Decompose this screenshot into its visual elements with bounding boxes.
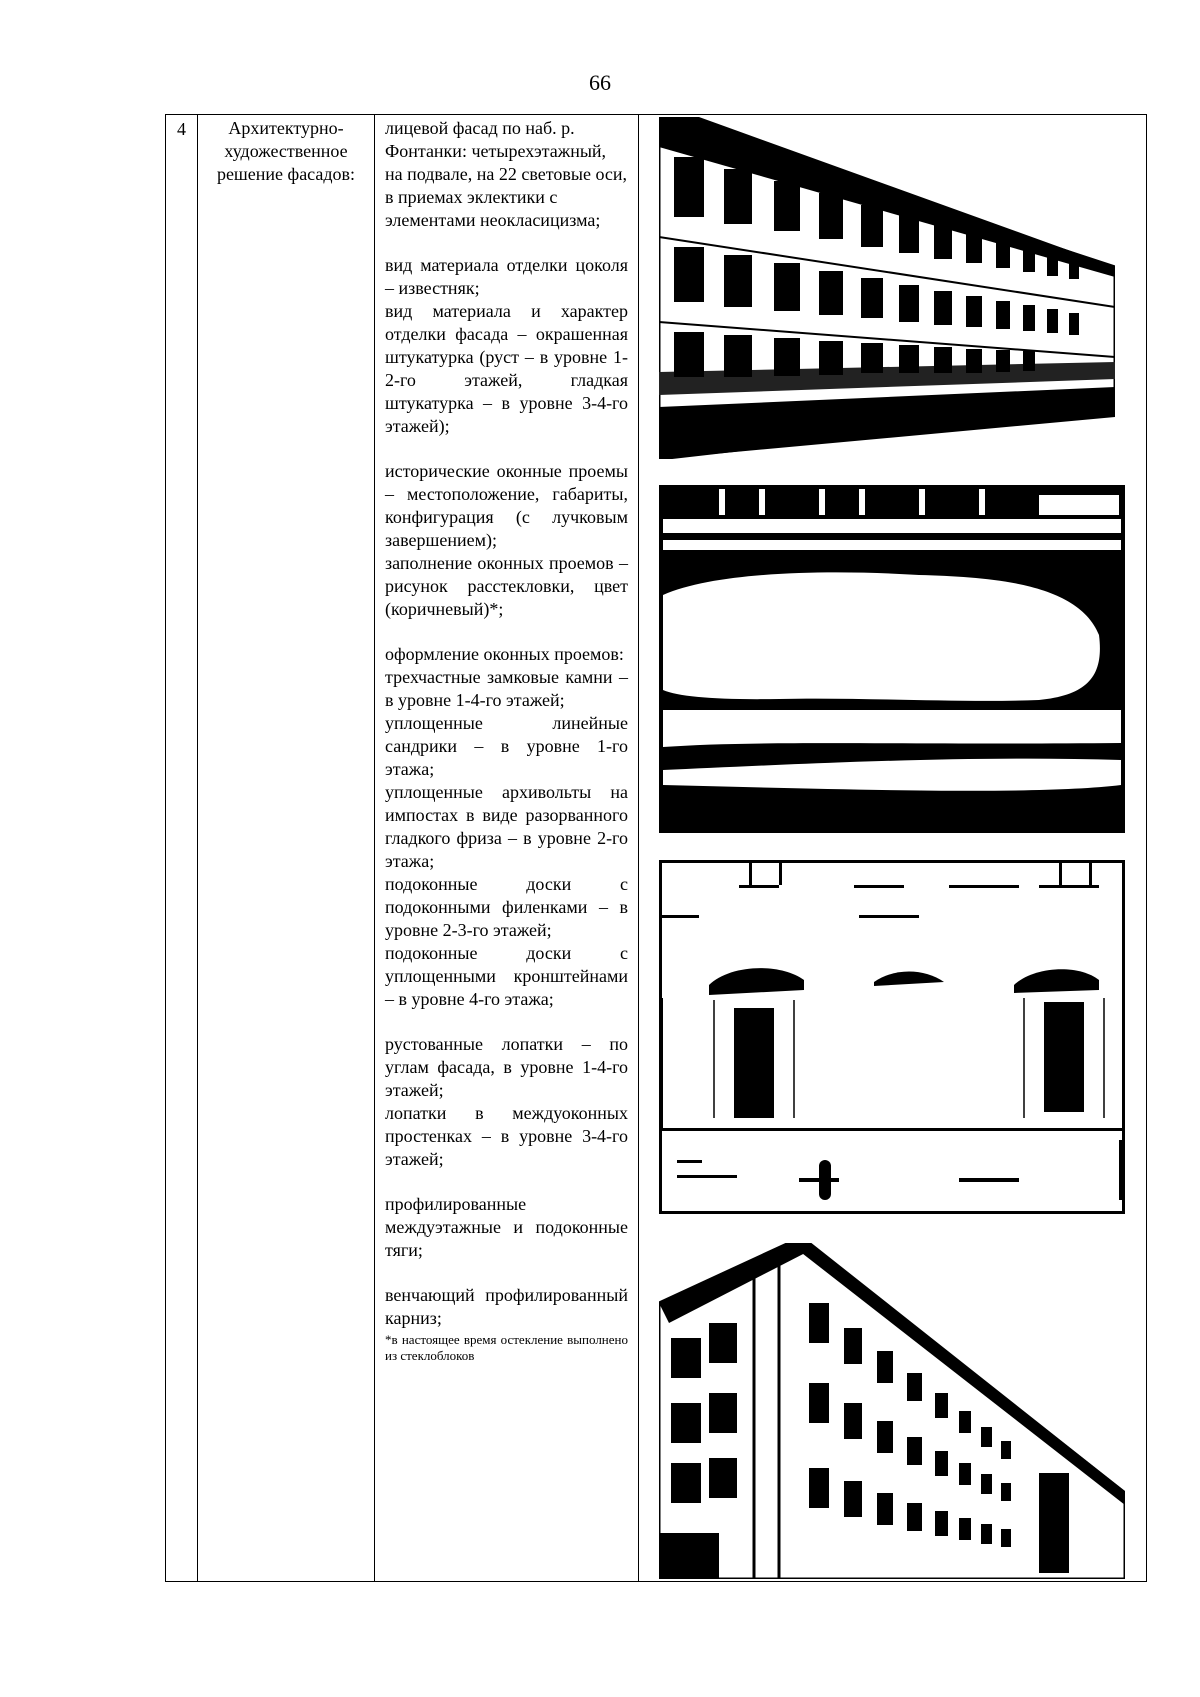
window-closeup-photo <box>659 485 1125 833</box>
corner-pilasters: рустованные лопатки – по углам фасада, в уровне 1-4-го этажей; <box>385 1034 628 1100</box>
sill-panels: подоконные доски с подоконными филенками – в уровне 2-3-го этажей; <box>385 874 628 940</box>
facade-finish: вид материала и характер отделки фасада – окрашенная штукатурка (руст – в уровне 1-2-го этажей, гладкая штукатурка – в уровне 3-4-го этажей); <box>385 301 628 436</box>
description <box>375 115 638 1364</box>
window-filling: заполнение оконных проемов – рисунок расстекловки, цвет (коричневый)*; <box>385 553 628 619</box>
keystones: трехчастные замковые камни – в уровне 1-4-го этажей; <box>385 667 628 710</box>
window-decoration-heading: оформление оконных проемов: <box>385 644 624 664</box>
row-number-cell <box>166 115 198 1582</box>
row-number: 4 <box>177 119 186 139</box>
row-name: Архитектурно-художественное решение фасадов: <box>216 118 356 184</box>
sill-brackets: подоконные доски с уплощенными кронштейнами – в уровне 4-го этажа; <box>385 943 628 1009</box>
cornices-belts: профилированные междуэтажные и подоконные тяги; <box>385 1194 628 1260</box>
archivolts: уплощенные архивольты на импостах в виде разорванного гладкого фриза – в уровне 2-го этажа; <box>385 782 628 871</box>
crowning-cornice: венчающий профилированный карниз; <box>385 1285 628 1328</box>
facade-photo-embankment <box>659 117 1115 459</box>
pier-pilasters: лопатки в междуоконных простенках – в уровне 3-4-го этажей; <box>385 1103 628 1169</box>
page-number: 66 <box>589 70 611 95</box>
facade-detail-photo <box>659 860 1125 1214</box>
glazing-note: *в настоящее время остекление выполнено из стеклоблоков <box>385 1332 628 1363</box>
description-cell <box>375 115 639 1582</box>
table-row <box>166 115 1147 1582</box>
plinth-material: вид материала отделки цоколя – известняк; <box>385 255 628 298</box>
row-name-cell <box>198 115 375 1582</box>
monument-table <box>165 114 1147 1582</box>
building-corner-photo <box>659 1243 1125 1579</box>
facade-description: лицевой фасад по наб. р. Фонтанки: четырехэтажный, на подвале, на 22 световые оси, в приемах эклектики с элементами неокласицизма; <box>385 118 628 230</box>
photos-cell <box>639 115 1147 1582</box>
window-openings: исторические оконные проемы – местоположение, габариты, конфигурация (с лучковым завершением); <box>385 461 628 550</box>
sandriks: уплощенные линейные сандрики – в уровне 1-го этажа; <box>385 713 628 779</box>
